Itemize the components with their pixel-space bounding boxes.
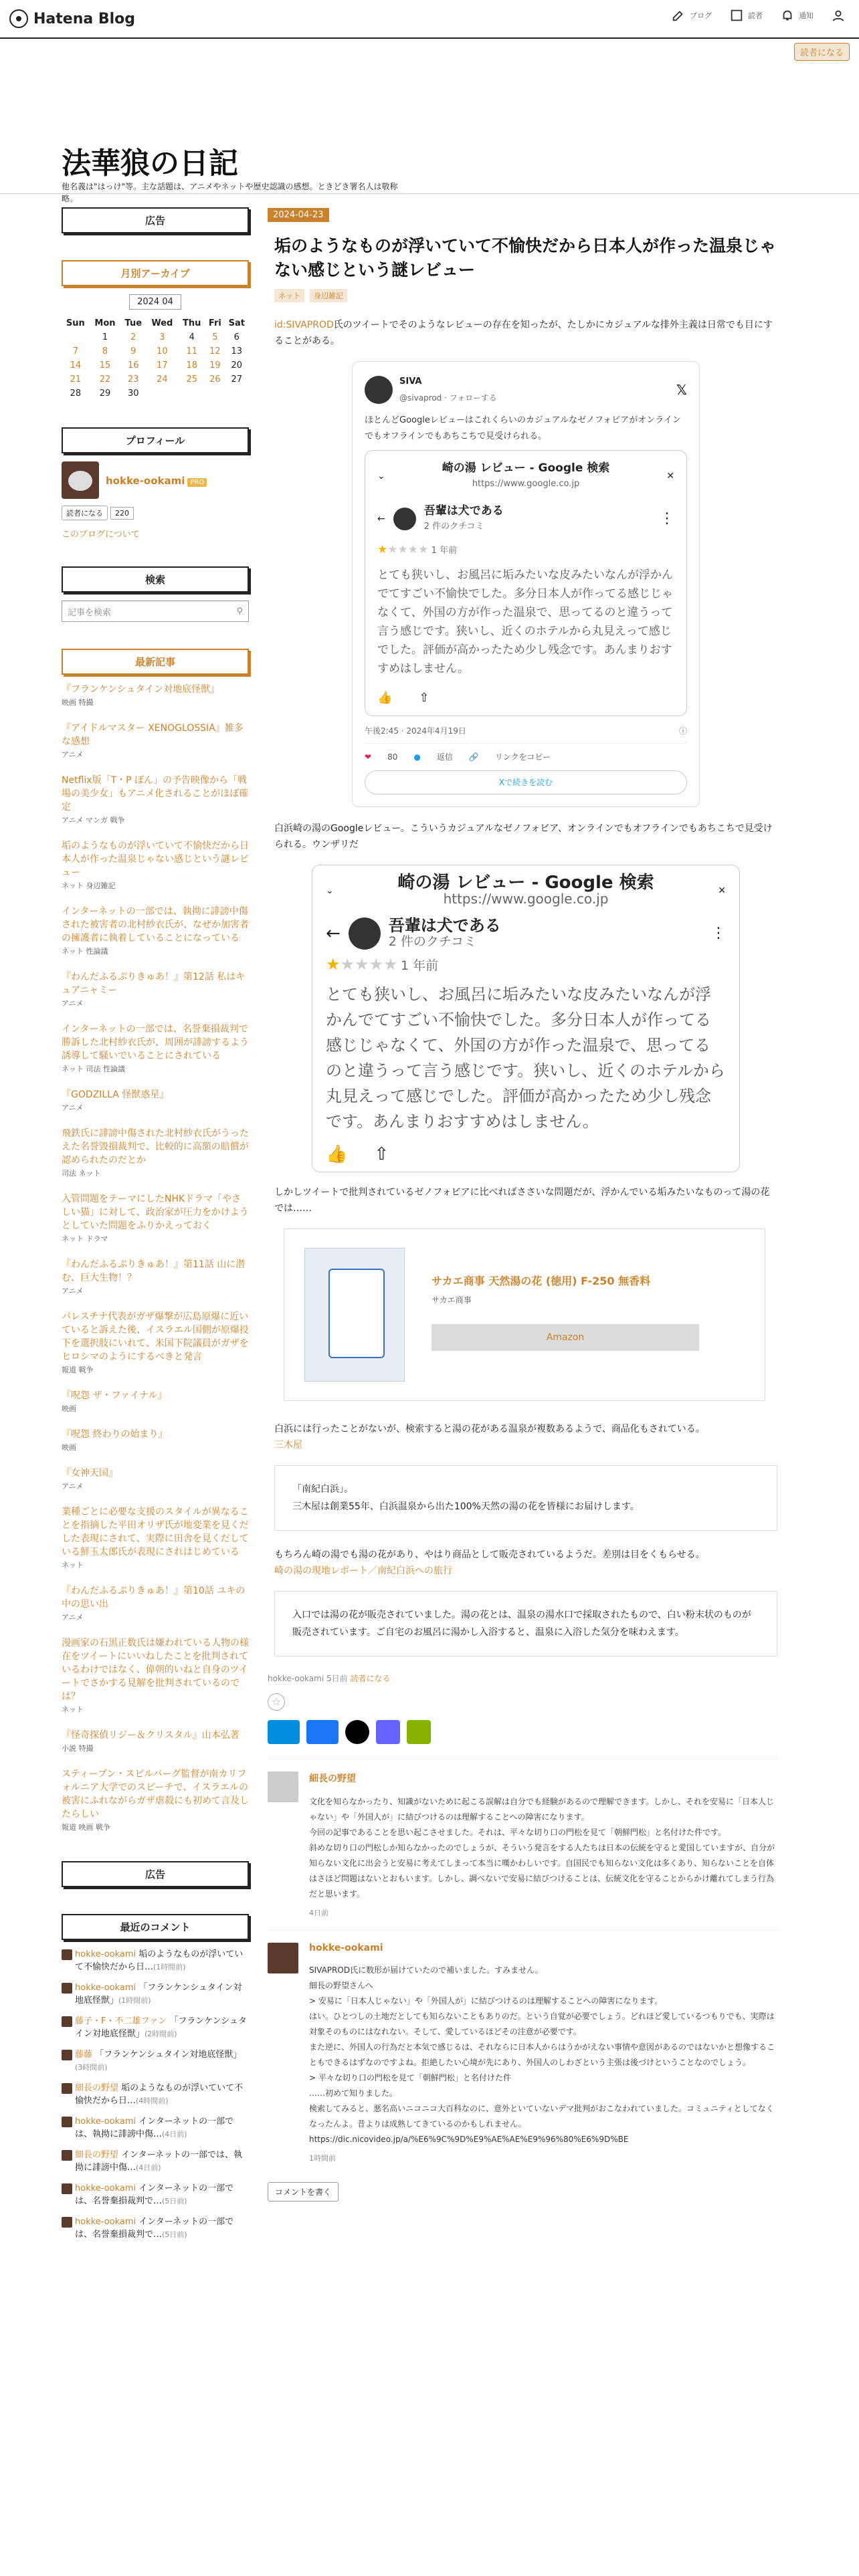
- link-icon[interactable]: 🔗: [468, 752, 479, 762]
- recent-entry-link[interactable]: 飛鉄氏に誹謗中傷された北村紗衣氏がうったえた名誉毀損裁判で、比較的に高額の賠償が認められたのだとか: [62, 1128, 249, 1166]
- comment-snippet[interactable]: インターネットの一部では、執拗に誹謗中傷…: [75, 2117, 234, 2139]
- recent-comment: [62, 1948, 249, 1973]
- recent-entry-category[interactable]: アニメ: [62, 999, 84, 1008]
- calendar-day[interactable]: 25: [186, 374, 197, 385]
- recent-entry-category[interactable]: 映画: [62, 1443, 76, 1452]
- review-screenshot-large: ⌄ 崎の湯 レビュー - Google 検索 https://www.google.co.jp ✕ ← 吾輩は犬である 2 件のクチコミ ⋮ ★★★★★ 1 年前 とても狭いし、お風呂に垢みたいな皮みたいなんが浮かんでてすごい不愉快でした。多分日本人が作ってる感じじゃなくて、外国の方が作った温泉で、思ってるのと違うって言う感じです。狭いし、近くのホテルから丸見えって感じでした。評価が高かったため少し残念です。あんまりおすすめはしません。 👍 ⇧: [312, 865, 740, 1172]
- pencil-icon: [671, 8, 686, 23]
- comment-avatar-icon: [62, 2083, 72, 2094]
- comment-avatar-icon: [62, 2117, 72, 2127]
- search-input[interactable]: 記事を検索 ⚲: [62, 601, 249, 622]
- comment-snippet[interactable]: 「フランケンシュタイン対地底怪獣」: [75, 1983, 242, 2006]
- user-menu[interactable]: [831, 8, 846, 23]
- quote-block: 「南紀白浜」。 三木屋は創業55年、白浜温泉から出た100%天然の湯の花を皆様にお届けします。: [274, 1465, 777, 1531]
- recent-entry-category[interactable]: アニメ マンガ 戦争: [62, 816, 125, 825]
- comment-snippet[interactable]: インターネットの一部では、名誉棄損裁判で…: [75, 2183, 234, 2206]
- recent-entry-link[interactable]: Netflix版「T・P ぼん」の予告映像から「戦場の美少女」もアニメ化されることがほぼ確定: [62, 775, 249, 813]
- about-link[interactable]: このブログについて: [62, 530, 140, 540]
- post-meta: hokke-ookami 5日前 読者になる: [268, 1674, 391, 1683]
- x-share-icon[interactable]: [345, 1720, 369, 1744]
- share-buttons: [268, 1720, 777, 1744]
- recent-entry-link[interactable]: スティーブン・スピルバーグ監督が南カリフォルニア大学でのスピーチで、イスラエルの被害にふれながらガザ虐殺にも初めて言及したらしい: [62, 1769, 249, 1820]
- read-more-button[interactable]: Xで続きを読む: [365, 770, 687, 794]
- reviewer-avatar: [393, 508, 416, 530]
- user-icon: [831, 8, 846, 23]
- mastodon-share-icon[interactable]: [376, 1720, 400, 1744]
- write-link[interactable]: ブログ: [671, 8, 712, 23]
- recent-entry-link[interactable]: 入管問題をテーマにしたNHKドラマ「やさしい猫」に対して、政治家が圧力をかけようとしていた問題をふりかえっておく: [62, 1194, 249, 1231]
- recent-comment: [62, 2015, 249, 2040]
- more-icon: ⋮: [660, 510, 674, 527]
- comment-author[interactable]: hokke-ookami: [75, 2117, 136, 2127]
- recent-entry-link[interactable]: 『わんだふるぷりきゅあ！』第12話 私はキュアニャミー: [62, 972, 246, 996]
- calendar-day[interactable]: 7: [72, 346, 78, 356]
- comment-snippet[interactable]: 垢のようなものが浮いていて不愉快だから日…: [75, 2083, 244, 2106]
- recent-entry-category[interactable]: ネット ドラマ: [62, 1235, 108, 1243]
- misskey-share-icon[interactable]: [407, 1720, 431, 1744]
- weekday-label: Sat: [228, 318, 245, 328]
- weekday-label: Tue: [124, 318, 142, 328]
- weekday-label: Wed: [151, 318, 173, 328]
- calendar-day[interactable]: 10: [157, 346, 168, 356]
- recent-entry-category[interactable]: ネット 身辺雑記: [62, 881, 116, 890]
- chevron-down-icon: ⌄: [377, 471, 385, 481]
- recent-comment: [62, 2216, 249, 2241]
- recent-widget: 最新記事 『フランケンシュタイン対地底怪獣』 映画 特撮 『アイドルマスター XENOGLOSSIA』雑多な感想 アニメ Netflix版「T・P ぼん」の予告映像から「戦場の美少女」もアニメ化されることがほぼ確定 アニメ マンガ 戦争 垢のようなものが浮いていて不愉快だから日本人が作った温泉じゃない感じという謎レビュー ネット 身辺雑記 インターネットの一部では、執拗に誹謗中傷された被害者の北村紗衣氏が、なぜか加害者の擁護者に執着していることになっている ネット 性論議 『わんだふるぷりきゅあ！』第12話 私はキュアニャミー アニメ インターネットの一部では、名誉棄損裁判で勝訴した北村紗衣氏が、周囲が誹謗するよう誘導して騒いでいることにされている ネット 司法 性論議 『GODZILLA 怪獣惑星』 アニメ 飛鉄氏に誹謗中傷された北村紗衣氏がうったえた名誉毀損裁判で、比較的に高額の賠償が認められたのだとか 司法 ネット 入管問題をテーマにしたNHKドラマ「やさしい猫」に対して、政治家が圧力をかけようとしていた問題をふりかえっておく ネット ドラマ 『わんだふるぷりきゅあ！』第11話 山に潜む、巨大生物！？ アニメ パレスチナ代表がガザ爆撃が広島原爆に近いていると訴えた後、イスラエル国側が原爆投下を選択肢にいれて、米国下院議員がガザをヒロシマのようにするべきと発言 報道 戦争 『呪怨 ザ・ファイナル』 映画 『呪怨 終わりの始まり』 映画 『女神天国』 アニメ 業種ごとに必要な支援のスタイルが異なることを指摘した平田オリザ氏が地変業を見くだした表現にされて、実際に田舎を見くだしている鮮玉太郎氏が表現にされはじめている ネット 『わんだふるぷりきゅあ！』第10話 ユキの中の思い出 アニメ 漫画家の石黒正数氏は嫌われている人物の様在をツイートにいいねしたことを批判されているわけではなく、偉朝的いねと自身のツイートでさかする見解を批判されているのでは？ ネット 『怪奇探偵リジー＆クリスタル』山本弘著 小説 特撮 スティーブン・スピルバーグ監督が南カリフォルニア大学でのスピーチで、イスラエルの被害にふれながらガザ虐殺にも初めて言及したらしい 報道 映画 戦争: [62, 649, 249, 1834]
- avatar[interactable]: [268, 1772, 298, 1802]
- calendar-day: [205, 387, 224, 401]
- star-button[interactable]: ☆: [268, 1693, 285, 1711]
- comment-author[interactable]: hokke-ookami: [309, 1943, 383, 1953]
- tag[interactable]: 身辺雑記: [310, 289, 347, 302]
- back-arrow-icon: ←: [326, 924, 341, 944]
- recent-entry: [62, 1636, 249, 1717]
- thumbs-up-icon: 👍: [326, 1144, 348, 1164]
- recent-entry-category[interactable]: アニメ: [62, 1482, 84, 1491]
- recent-entry: [62, 1389, 249, 1416]
- tag[interactable]: ネット: [274, 289, 304, 302]
- comment-time[interactable]: 4日前: [309, 1909, 328, 1917]
- tweet-avatar[interactable]: [365, 376, 393, 404]
- calendar-day: 28: [70, 389, 82, 399]
- comment-time: (3時間前): [75, 2063, 108, 2072]
- post-title[interactable]: 垢のようなものが浮いていて不愉快だから日本人が作った温泉じゃない感じという謎レビュー: [274, 236, 777, 280]
- recent-entry: [62, 1258, 249, 1298]
- calendar-day[interactable]: 9: [130, 346, 136, 356]
- hatena-blog-logo[interactable]: Hatena Blog: [9, 9, 135, 28]
- recent-entry-link[interactable]: パレスチナ代表がガザ爆撃が広島原爆に近いていると訴えた後、イスラエル国側が原爆投下を選択肢にいれて、米国下院議員がガザをヒロシマのようにするべきと発言: [62, 1311, 249, 1362]
- report-link[interactable]: 崎の湯の現地レポート／南紀白浜への旅行: [274, 1566, 452, 1576]
- recent-entry: [62, 1127, 249, 1180]
- recent-comment: [62, 2082, 249, 2107]
- comment-author[interactable]: 細長の野望: [309, 1774, 356, 1784]
- reader-button[interactable]: 読者になる: [62, 506, 108, 520]
- calendar-day[interactable]: 19: [209, 360, 221, 370]
- calendar-day: 27: [231, 374, 243, 385]
- comment-snippet[interactable]: 「フランケンシュタイン対地底怪獣」: [92, 2050, 242, 2060]
- recent-entry-link[interactable]: 『怪奇探偵リジー＆クリスタル』山本弘著: [62, 1730, 240, 1741]
- calendar: [62, 316, 249, 401]
- comment-time: (5日前): [162, 2230, 187, 2239]
- calendar-day[interactable]: 14: [70, 360, 82, 370]
- calendar-day: 29: [99, 389, 111, 399]
- comment-avatar-icon: [62, 1949, 72, 1960]
- rating-stars: ★★★★★: [326, 955, 398, 974]
- thumbs-up-icon: 👍: [377, 691, 393, 705]
- reviewer-avatar: [349, 918, 381, 950]
- hatena-logo-icon: [9, 9, 28, 28]
- recent-entry-link[interactable]: 業種ごとに必要な支援のスタイルが異なることを指摘した平田オリザ氏が地変業を見くだした表現にされて、実際に田舎を見くだしている鮮玉太郎氏が表現にされはじめている: [62, 1507, 249, 1558]
- blog-header: [0, 39, 859, 203]
- calendar-day[interactable]: 23: [128, 374, 139, 385]
- recent-entry: [62, 774, 249, 827]
- pro-badge: PRO: [187, 478, 207, 487]
- avatar[interactable]: [62, 461, 99, 499]
- comment-avatar-icon: [62, 1983, 72, 1994]
- recent-entry: [62, 1729, 249, 1755]
- share-icon: ⇧: [374, 1144, 389, 1164]
- comment-time: (1時間前): [153, 1963, 186, 1971]
- main-content: [268, 207, 777, 2202]
- recent-entry-link[interactable]: 『GODZILLA 怪獣惑星』: [62, 1089, 169, 1100]
- sidebar: [62, 207, 249, 2268]
- calendar-day: 4: [189, 332, 195, 342]
- comment-author[interactable]: hokke-ookami: [75, 2183, 136, 2193]
- comment-avatar-icon: [62, 2016, 72, 2027]
- calendar-day: [178, 387, 205, 401]
- book-icon: [729, 8, 744, 23]
- avatar[interactable]: [268, 1943, 298, 1973]
- comment-author[interactable]: 細長の野望: [75, 2150, 119, 2160]
- calendar-day: [225, 387, 249, 401]
- comment-author[interactable]: 藤子・F・不二雄ファン: [75, 2016, 167, 2026]
- calendar-day[interactable]: 17: [157, 360, 168, 370]
- recent-entry: [62, 970, 249, 1010]
- comment-snippet[interactable]: インターネットの一部では、名誉棄損裁判で…: [75, 2217, 234, 2240]
- calendar-day: [62, 330, 90, 344]
- recent-entry-link[interactable]: 『フランケンシュタイン対地底怪獣』: [62, 684, 220, 695]
- calendar-day: 13: [231, 346, 243, 356]
- recent-entry: [62, 1428, 249, 1455]
- calendar-day[interactable]: 12: [209, 346, 221, 356]
- recent-entry-category[interactable]: 報道 戦争: [62, 1366, 94, 1374]
- subscribe-button[interactable]: 読者になる: [794, 43, 850, 61]
- recent-comment: [62, 2115, 249, 2141]
- product-image[interactable]: [304, 1248, 405, 1382]
- comment-time: (4日前): [162, 2130, 187, 2139]
- comment-time: (2時間前): [145, 2030, 177, 2038]
- quote-block: 入口では湯の花が販売されていました。湯の花とは、温泉の湯水口で採取されたもので、白い粉末状のものが販売されています。ご自宅のお風呂に湯かし入浴すると、温泉に入浴した気分を味わえます。: [274, 1591, 777, 1656]
- reader-count: 220: [110, 507, 134, 520]
- reader-link[interactable]: 読者: [729, 8, 763, 23]
- notification-link[interactable]: 通知: [780, 8, 814, 23]
- recent-entry-link[interactable]: インターネットの一部では、執拗に誹謗中傷された被害者の北村紗衣氏が、なぜか加害者の擁護者に執着していることになっている: [62, 906, 249, 944]
- chevron-down-icon: ⌄: [326, 885, 334, 896]
- recent-entry: [62, 839, 249, 893]
- comment-snippet[interactable]: 「フランケンシュタイン対地底怪獣」: [75, 2016, 247, 2039]
- comment-snippet[interactable]: インターネットの一部では、執拗に誹謗中傷…: [75, 2150, 242, 2173]
- comment-author[interactable]: hokke-ookami: [75, 1949, 136, 1959]
- comment-author[interactable]: 藤藤: [75, 2050, 93, 2060]
- comment-avatar-icon: [62, 2217, 72, 2228]
- weekday-label: Fri: [208, 318, 221, 328]
- recent-entry-category[interactable]: ネット 性論議: [62, 947, 108, 956]
- mikiya-link[interactable]: 三木屋: [274, 1440, 302, 1451]
- comment-time: (4日前): [136, 2163, 161, 2172]
- calendar-day: 20: [231, 360, 243, 370]
- recent-comment: [62, 1981, 249, 2007]
- comment-text: SIVAPROD氏に数形が届けていたので補いました。すみません。 細長の野望さんへ > 安易に「日本人じゃない」や「外国人が」に結びつけるのは理解することへの障害になります。 はい。ひとつしの土地だとしても知らないこともありのだ。という自覚が必要でしょう。どれほど愛しているつもりでも、実際は対象そのものにはなれない。そして、愛しているほどその注意が必要です。 また逆に、外国人の行為だと本気で感じるは、それならに日本人からはうかがえない事情や意図があるのではないかと想像することもできるはずなのですよね。拒絶したい心境が先にあり、外国人のしわざという主張は後づけということなのでしょう。 > 平々な切り口の門松を見て「朝鮮門松」と名付けた件 ……初めて知りました。 検索してみると、悪名高いニコニコ大百科なのに、意外といていないデマ批判がおこなわれていました。コミュニティとしてなくなったんよ。昔よりは成熟してきているのかもしれません。 https://dic.nicovideo.jp/a/%E6%9C%9D%E9%AE%AE%E9%96%80%E6%9D%BE: [309, 1965, 775, 2144]
- recent-comment: [62, 2182, 249, 2208]
- recent-entry-category[interactable]: アニメ: [62, 1287, 84, 1295]
- comment-time: (4時間前): [136, 2097, 169, 2105]
- recent-entry: [62, 1767, 249, 1834]
- recent-entry: [62, 683, 249, 710]
- close-icon: ✕: [666, 471, 674, 481]
- calendar-day[interactable]: 5: [212, 332, 218, 342]
- ad-widget: 広告: [62, 207, 249, 233]
- recent-entry-category[interactable]: 報道 映画 戦争: [62, 1823, 110, 1832]
- ad-widget-2: 広告: [62, 1861, 249, 1887]
- recent-comment: [62, 2048, 249, 2074]
- calendar-day: 30: [128, 389, 139, 399]
- calendar-day[interactable]: 21: [70, 374, 82, 385]
- x-logo-icon[interactable]: 𝕏: [676, 382, 687, 398]
- post-date[interactable]: 2024-04-23: [268, 208, 329, 222]
- heart-icon[interactable]: ❤: [365, 752, 372, 762]
- post-body: id:SIVAPROD氏のツイートでそのようなレビューの存在を知ったが、たしかにカジュアルな排外主義は日常でも目にすることがある。 SIVA @sivaprod · フォローする 𝕏 ほとんどGoogleレビューはこれくらいのカジュアルなゼノフォビアがオンラインでもオフラインでもあちこちで見受けられる。 ⌄ 崎の湯 レビュー - Google 検索 https://www.google.co.jp ✕ ← 吾輩は犬である 2 件のクチコミ ⋮ ★★★★★ 1 年前 とても狭いし、お風呂に垢みたいな皮みたいなんが浮かんでてすごい不愉快でした。多分日本人が作ってる感じじゃなくて、外国の方が作った温泉で、思ってるのと違うって言う感じです。狭いし、近くのホテルから丸見えって感じでした。評価が高かったため少し残念です。あんまりおすすめはしません。 👍 ⇧ 午後2:45 · 2024年4月19日 ⓘ ❤ 80 ● 返信 🔗 リンクをコピー Xで続きを読む 白浜崎の湯のGoogleレビュー。こういうカジュアルなゼノフォビア、オンラインでもオフラインでもあちこちで見受けられる。ウンザリだ ⌄ 崎の湯 レビュー - Google 検索 https://www.google.co.jp ✕ ← 吾輩は犬である 2 件のクチコミ ⋮ ★★★★★ 1 年前 とても狭いし、お風呂に垢みたいな皮みたいなんが浮かんでてすごい不愉快でした。多分日本人が作ってる感じじゃなくて、外国の方が作った温泉で、思ってるのと違うって言う感じです。狭いし、近くのホテルから丸見えって感じでした。評価が高かったため少し残念です。あんまりおすすめはしません。 👍 ⇧ しかしツイートで批判されているゼノフォビアに比べればささいな問題だが、浮かんでいる垢みたいなものって湯の花では…… サカエ商事 天然湯の花 (徳用) F-250 無香料 サカエ商事 Amazon 白浜には行ったことがないが、検索すると湯の花がある温泉が複数あるようで、商品化もされている。 三木屋 「南紀白浜」。 三木屋は創業55年、白浜温泉から出た100%天然の湯の花を皆様にお届けします。 もちろん崎の湯でも湯の花があり、やはり商品として販売されているようだ。差別は目をくもらせる。 崎の湯の現地レポート／南紀白浜への旅行 入口では湯の花が販売されていました。湯の花とは、温泉の湯水口で採取されたもので、白い粉末状のものが販売されています。ご自宅のお風呂に湯かし入浴すると、温泉に入浴した気分を味わえます。: [274, 317, 777, 1656]
- comment: [268, 1930, 777, 2175]
- comment-author[interactable]: hokke-ookami: [75, 1983, 136, 1993]
- recent-entry: [62, 1192, 249, 1246]
- recent-comment: [62, 2149, 249, 2174]
- recent-entry-category[interactable]: 司法 ネット: [62, 1169, 101, 1178]
- month-select[interactable]: 2024 04: [129, 294, 181, 310]
- recent-entry: [62, 1505, 249, 1572]
- calendar-day[interactable]: 24: [157, 374, 168, 385]
- calendar-day[interactable]: 18: [186, 360, 197, 370]
- calendar-day[interactable]: 3: [159, 332, 165, 342]
- reply-icon[interactable]: ●: [413, 752, 421, 762]
- search-icon[interactable]: ⚲: [236, 606, 243, 617]
- calendar-day: [146, 387, 178, 401]
- recent-entry-link[interactable]: 『アイドルマスター XENOGLOSSIA』雑多な感想: [62, 723, 244, 747]
- bell-icon: [780, 8, 795, 23]
- intro-link[interactable]: id:SIVAPROD: [274, 320, 334, 330]
- recent-entry-link[interactable]: 『わんだふるぷりきゅあ！』第11話 山に潜む、巨大生物！？: [62, 1259, 246, 1283]
- top-icons: [671, 8, 846, 23]
- recent-entry: [62, 1088, 249, 1115]
- comment-time: (1時間前): [118, 1996, 151, 2005]
- comment-author[interactable]: hokke-ookami: [75, 2217, 136, 2227]
- weekday-label: Mon: [94, 318, 116, 328]
- amazon-button[interactable]: Amazon: [432, 1324, 699, 1351]
- calendar-day[interactable]: 26: [209, 374, 221, 385]
- amazon-embed: サカエ商事 天然湯の花 (徳用) F-250 無香料 サカエ商事 Amazon: [284, 1228, 765, 1401]
- calendar-day[interactable]: 15: [99, 360, 111, 370]
- recent-entry-category[interactable]: 映画: [62, 1404, 76, 1413]
- comments-widget: 最近のコメント hokke-ookami 垢のようなものが浮いていて不愉快だから日…(1時間前) hokke-ookami 「フランケンシュタイン対地底怪獣」(1時間前) 藤子・F・不二雄ファン 「フランケンシュタイン対地底怪獣」(2時間前) 藤藤 「フランケンシュタイン対地底怪獣」(3時間前) 細長の野望 垢のようなものが浮いていて不愉快だから日…(4時間前) hokke-ookami インターネットの一部では、執拗に誹謗中傷…(4日前) 細長の野望 インターネットの一部では、執拗に誹謗中傷…(4日前) hokke-ookami インターネットの一部では、名誉棄損裁判で…(5日前) hokke-ookami インターネットの一部では、名誉棄損裁判で…(5日前): [62, 1914, 249, 2241]
- calendar-day[interactable]: 2: [130, 332, 136, 342]
- calendar-day[interactable]: 22: [99, 374, 111, 385]
- weekday-label: Sun: [66, 318, 85, 328]
- recent-entry-category[interactable]: アニメ: [62, 1103, 84, 1112]
- recent-entry-link[interactable]: 『呪怨 ザ・ファイナル』: [62, 1390, 167, 1401]
- comment-avatar-icon: [62, 2183, 72, 2194]
- more-icon: ⋮: [711, 925, 726, 942]
- recent-entry: [62, 1467, 249, 1493]
- recent-entry-category[interactable]: ネット: [62, 1705, 84, 1714]
- recent-entry-link[interactable]: 垢のようなものが浮いていて不愉快だから日本人が作った温泉じゃない感じという謎レビュー: [62, 841, 249, 878]
- recent-entry-category[interactable]: アニメ: [62, 1613, 84, 1622]
- recent-entry-link[interactable]: 『わんだふるぷりきゅあ！』第10話 ユキの中の思い出: [62, 1586, 246, 1610]
- info-icon[interactable]: ⓘ: [678, 726, 687, 736]
- recent-entry-link[interactable]: インターネットの一部では、名誉棄損裁判で勝訴した北村紗衣氏が、周囲が誹謗するよう誘導して騒いでいることにされている: [62, 1024, 249, 1061]
- post-tags: [274, 289, 777, 302]
- product-title[interactable]: サカエ商事 天然湯の花 (徳用) F-250 無香料: [432, 1275, 651, 1287]
- recent-entry-category[interactable]: 小説 特撮: [62, 1744, 94, 1753]
- recent-entry: [62, 1310, 249, 1377]
- comment-author[interactable]: 細長の野望: [75, 2083, 119, 2093]
- profile-name[interactable]: hokke-ookami: [106, 474, 185, 487]
- write-comment-button[interactable]: コメントを書く: [268, 2182, 339, 2202]
- calendar-day[interactable]: 16: [128, 360, 139, 370]
- recent-entry: [62, 905, 249, 958]
- calendar-day[interactable]: 11: [186, 346, 197, 356]
- recent-entry-category[interactable]: ネット 司法 性論議: [62, 1065, 125, 1073]
- close-icon: ✕: [718, 885, 726, 896]
- top-bar: [0, 0, 859, 58]
- calendar-day: 6: [233, 332, 240, 342]
- recent-entry-link[interactable]: 『呪怨 終わりの始まり』: [62, 1429, 168, 1440]
- blog-title[interactable]: 法華狼の日記: [62, 146, 238, 181]
- review-screenshot: ⌄ 崎の湯 レビュー - Google 検索 https://www.google.co.jp ✕ ← 吾輩は犬である 2 件のクチコミ ⋮ ★★★★★ 1 年前 とても狭いし、お風呂に垢みたいな皮みたいなんが浮かんでてすごい不愉快でした。多分日本人が作ってる感じじゃなくて、外国の方が作った温泉で、思ってるのと違うって言う感じです。狭いし、近くのホテルから丸見えって感じでした。評価が高かったため少し残念です。あんまりおすすめはしません。 👍 ⇧: [365, 450, 687, 716]
- recent-entry-link[interactable]: 漫画家の石黒正数氏は嫌われている人物の様在をツイートにいいねしたことを批判されているわけではなく、偉朝的いねと自身のツイートでさかする見解を批判されているのでは？: [62, 1638, 249, 1702]
- archive-widget: 月別アーカイブ 2024 04 Sun Mon Tue Wed Thu Fri Sat 1 2 3 4 5 6 7 8 9 10 11 12 13 14 15 16 17 18 19 20 21 22 23 24 25 26 27 28 29 30: [62, 260, 249, 401]
- comment: [268, 1759, 777, 1930]
- recent-entry-category[interactable]: 映画 特撮: [62, 698, 94, 707]
- recent-entry: [62, 722, 249, 762]
- share-icon: ⇧: [419, 691, 430, 705]
- recent-entry-category[interactable]: ネット: [62, 1561, 84, 1570]
- comment-avatar-icon: [62, 2150, 72, 2161]
- back-arrow-icon: ←: [377, 514, 385, 524]
- calendar-day: 1: [102, 332, 108, 342]
- recent-entry: [62, 1023, 249, 1076]
- weekday-label: Thu: [183, 318, 201, 328]
- comment-time: (5日前): [162, 2197, 187, 2206]
- calendar-day[interactable]: 8: [102, 346, 108, 356]
- blog-description: 他名義は"はっけ"等。主な話題は、アニメやネットや歴史認識の感想。ときどき署名人は敬称略。: [62, 182, 398, 203]
- recent-entry: [62, 1584, 249, 1624]
- comment-time[interactable]: 1時間前: [309, 2154, 336, 2163]
- rating-stars: ★★★★★: [377, 543, 429, 556]
- comment-avatar-icon: [62, 2050, 72, 2060]
- bookmark-share-icon[interactable]: [268, 1720, 300, 1744]
- tweet-text: ほとんどGoogleレビューはこれくらいのカジュアルなゼノフォビアがオンラインでもオフラインでもあちこちで見受けられる。: [365, 415, 681, 441]
- comment-snippet[interactable]: 垢のようなものが浮いていて不愉快だから日…: [75, 1949, 244, 1972]
- recent-entry-category[interactable]: アニメ: [62, 750, 84, 759]
- search-widget: 検索 記事を検索 ⚲: [62, 566, 249, 622]
- comment-text: 文化を知らなかったり、知識がないために起こる誤解は自分でも経験があるので理解できます。しかし、それを安易に「日本人じゃない」や「外国人が」に結びつけるのは理解することへの障害になります。 今回の記事であることを思い起こさせました。それは、平々な切り口の門松を見て「朝鮮門松」と名付けた件です。 斜めな切り口の門松しか知らなかったのでしょうが、そういう発言をする人たちは日本の伝統を守ると愛国していますが、自分が知らない文化に出会うと安易に考えてしまって本当に嘆かわしいです。自国民でも知らない文化は多くあり、知らないことを自体はさほど問題はないとおもいます。しかし、調べないで安易に結びつけることは、伝統文化を守ることからかけ離れてしまう行為だと思います。: [309, 1797, 775, 1899]
- recent-entry-link[interactable]: 『女神天国』: [62, 1468, 118, 1479]
- facebook-share-icon[interactable]: [306, 1720, 339, 1744]
- tweet-embed: SIVA @sivaprod · フォローする 𝕏 ほとんどGoogleレビューはこれくらいのカジュアルなゼノフォビアがオンラインでもオフラインでもあちこちで見受けられる。 ⌄ 崎の湯 レビュー - Google 検索 https://www.google.co.jp ✕ ← 吾輩は犬である 2 件のクチコミ ⋮ ★★★★★ 1 年前 とても狭いし、お風呂に垢みたいな皮みたいなんが浮かんでてすごい不愉快でした。多分日本人が作ってる感じじゃなくて、外国の方が作った温泉で、思ってるのと違うって言う感じです。狭いし、近くのホテルから丸見えって感じでした。評価が高かったため少し残念です。あんまりおすすめはしません。 👍 ⇧ 午後2:45 · 2024年4月19日 ⓘ ❤ 80 ● 返信 🔗 リンクをコピー Xで続きを読む: [352, 361, 700, 807]
- profile-widget: プロフィール hokke-ookami PRO 読者になる 220 このブログについて: [62, 427, 249, 540]
